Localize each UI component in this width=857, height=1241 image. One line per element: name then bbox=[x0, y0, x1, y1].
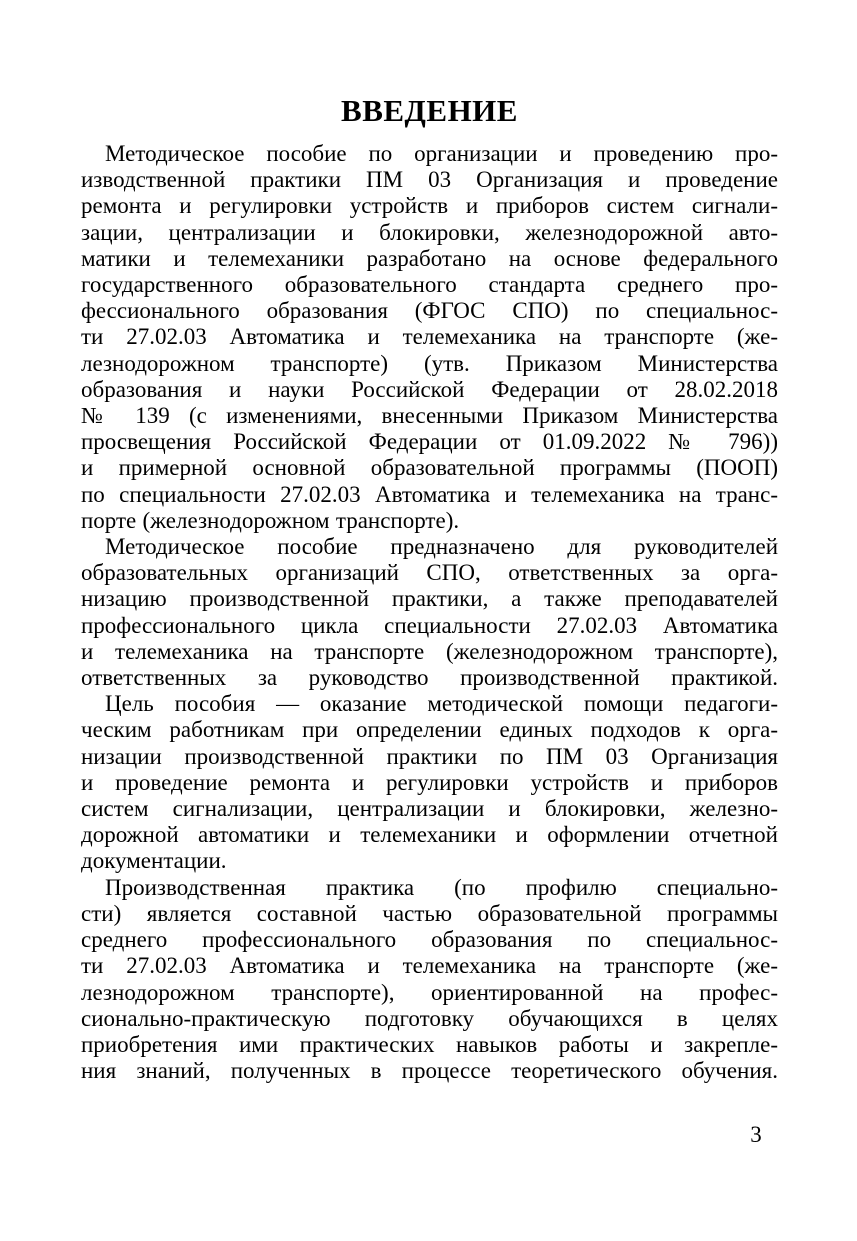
text-line: Методическое пособие по организации и проведению про- bbox=[105, 141, 778, 166]
text-line: фессионального образования (ФГОС СПО) по специальнос- bbox=[81, 298, 778, 324]
text-line: ти 27.02.03 Автоматика и телемеханика на транспорте (же- bbox=[81, 953, 778, 979]
text-line: профессионального цикла специальности 27.02.03 Автоматика bbox=[81, 612, 778, 638]
text-line: ответственных за руководство производственной практикой. bbox=[81, 665, 778, 691]
text-line: Методическое пособие предназначено для руководителей bbox=[105, 534, 778, 560]
text-line: Цель пособия — оказание методической помощи педагоги- bbox=[105, 691, 778, 717]
paragraph bbox=[81, 691, 778, 874]
text-line: низации производственной практики по ПМ 03 Организация bbox=[81, 743, 778, 769]
text-line: низацию производственной практики, а также преподавателей bbox=[81, 586, 778, 612]
text-line: дорожной автоматики и телемеханики и оформлении отчетной bbox=[81, 822, 778, 848]
text-line: просвещения Российской Федерации от 01.09.2022 № 796)) bbox=[81, 429, 778, 455]
text-line: лезнодорожном транспорте) (утв. Приказом Министерства bbox=[81, 350, 778, 376]
paragraph bbox=[81, 534, 778, 691]
text-line: образования и науки Российской Федерации от 28.02.2018 bbox=[81, 376, 778, 402]
text-line: и телемеханика на транспорте (железнодорожном транспорте), bbox=[81, 638, 778, 664]
page-number: 3 bbox=[750, 1122, 762, 1147]
text-line: сионально-практическую подготовку обучающихся в целях bbox=[81, 1005, 778, 1031]
text-line: ния знаний, полученных в процессе теоретического обучения. bbox=[81, 1058, 778, 1084]
text-line: ческим работникам при определении единых подходов к орга- bbox=[81, 717, 778, 743]
text-line: среднего профессионального образования по специальнос- bbox=[81, 927, 778, 953]
text-line: и примерной основной образовательной программы (ПООП) bbox=[81, 455, 778, 481]
text-line: № 139 (с изменениями, внесенными Приказом Министерства bbox=[81, 403, 778, 429]
text-line: документации. bbox=[81, 848, 227, 874]
text-line: лезнодорожном транспорте), ориентированной на профес- bbox=[81, 979, 778, 1005]
text-line: государственного образовательного стандарта среднего про- bbox=[81, 272, 778, 298]
page-title: ВВЕДЕНИЕ bbox=[341, 93, 518, 128]
text-line: изводственной практики ПМ 03 Организация и проведение bbox=[81, 167, 778, 193]
body-text bbox=[81, 141, 778, 1084]
text-line: образовательных организаций СПО, ответственных за орга- bbox=[81, 560, 778, 586]
text-line: матики и телемеханики разработано на основе федерального bbox=[81, 245, 778, 271]
text-line: зации, централизации и блокировки, железнодорожной авто- bbox=[81, 219, 778, 245]
text-line: сти) является составной частью образовательной программы bbox=[81, 900, 778, 926]
text-line: систем сигнализации, централизации и блокировки, железно- bbox=[81, 796, 778, 822]
text-line: и проведение ремонта и регулировки устройств и приборов bbox=[81, 769, 778, 795]
text-line: Производственная практика (по профилю специально- bbox=[105, 874, 778, 900]
paragraph bbox=[81, 141, 778, 534]
text-line: приобретения ими практических навыков работы и закрепле- bbox=[81, 1031, 778, 1057]
paragraph bbox=[81, 875, 778, 1085]
text-line: ремонта и регулировки устройств и приборов систем сигнали- bbox=[81, 193, 778, 219]
text-line: по специальности 27.02.03 Автоматика и телемеханика на транс- bbox=[81, 481, 778, 507]
text-line: порте (железнодорожном транспорте). bbox=[81, 507, 460, 533]
text-line: ти 27.02.03 Автоматика и телемеханика на транспорте (же- bbox=[81, 324, 778, 350]
